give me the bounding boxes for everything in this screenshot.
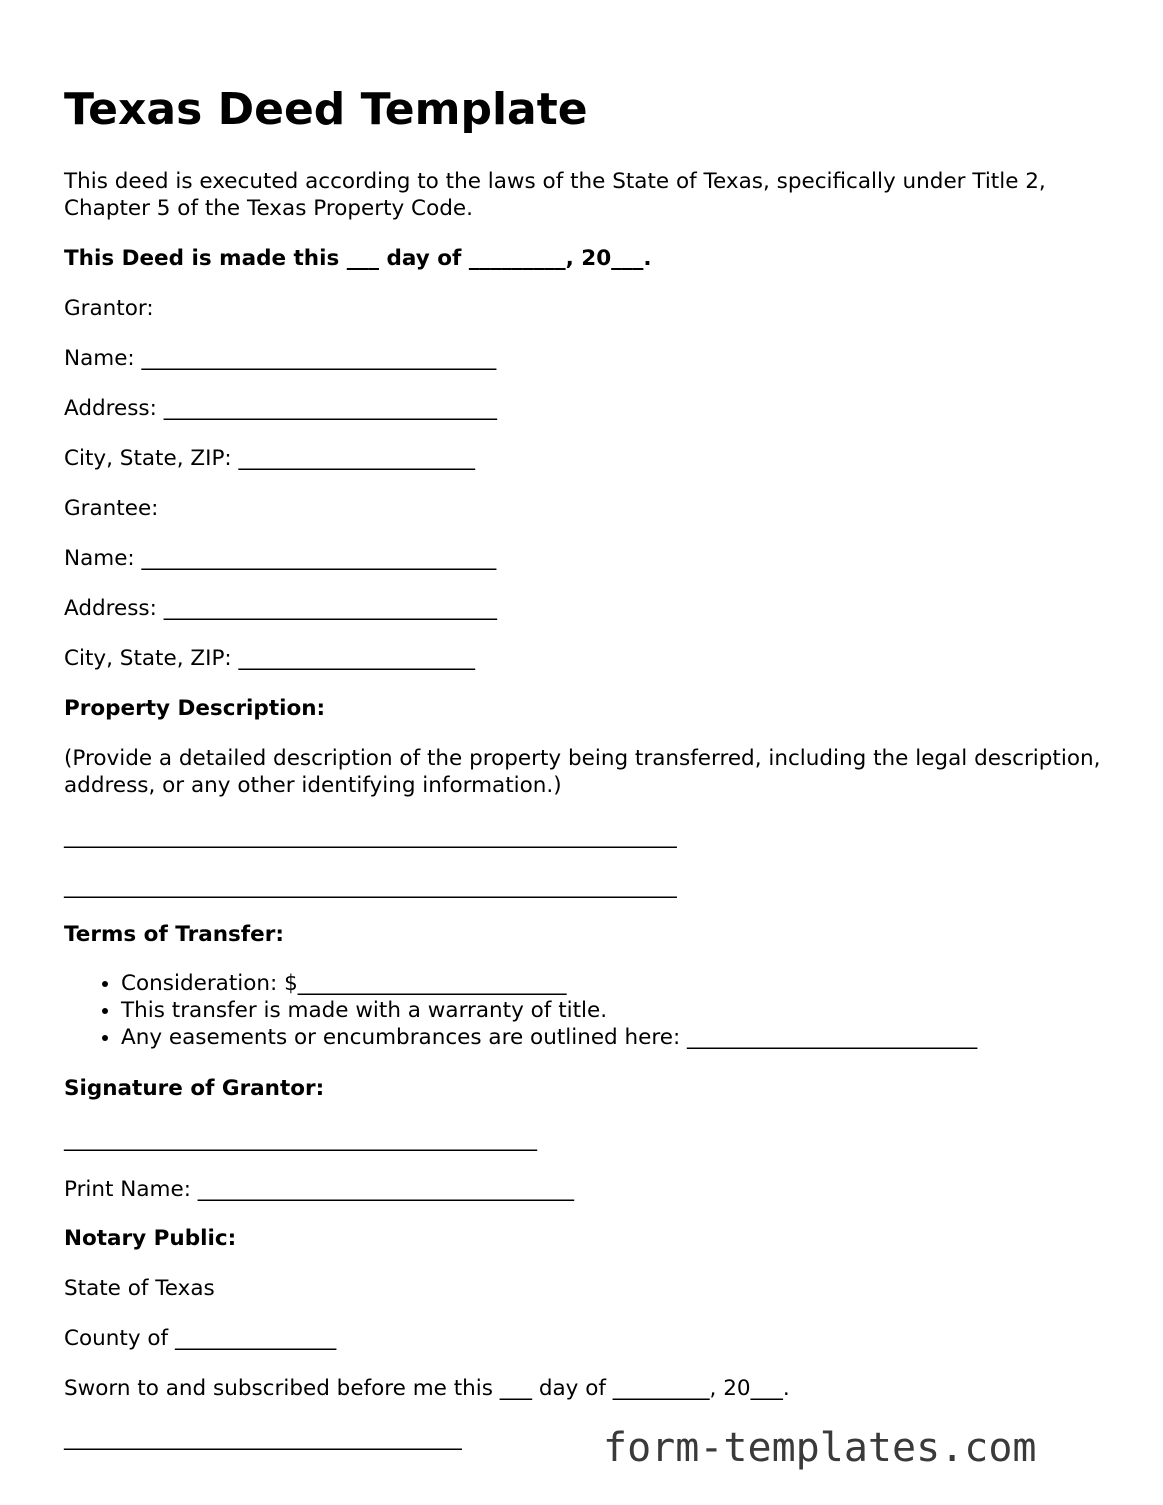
terms-heading: Terms of Transfer: xyxy=(64,922,284,947)
notary-state: State of Texas xyxy=(64,1276,215,1301)
grantee-name-field[interactable]: Name: _________________________________ xyxy=(64,546,497,571)
deed-date-line: This Deed is made this ___ day of _________, 20___. xyxy=(64,246,652,271)
terms-warranty-item: • This transfer is made with a warranty of title. xyxy=(121,997,977,1024)
signature-line[interactable]: ____________________________________________ xyxy=(64,1127,537,1152)
grantee-heading: Grantee: xyxy=(64,496,159,521)
property-blank-line-1[interactable]: _________________________________________________________ xyxy=(64,824,677,849)
grantor-city-field[interactable]: City, State, ZIP: ______________________ xyxy=(64,446,475,471)
notary-heading: Notary Public: xyxy=(64,1226,237,1251)
grantee-address-field[interactable]: Address: _______________________________ xyxy=(64,596,497,621)
notary-signature-line[interactable]: _____________________________________ xyxy=(64,1426,462,1451)
grantor-name-field[interactable]: Name: _________________________________ xyxy=(64,346,497,371)
grantor-heading: Grantor: xyxy=(64,296,154,321)
terms-list xyxy=(64,970,977,1051)
terms-consideration-item[interactable]: • Consideration: $_________________________ xyxy=(121,970,977,997)
property-instructions: (Provide a detailed description of the property being transferred, including the legal description, address, or any other identifying information.) xyxy=(64,746,1101,798)
print-name-field[interactable]: Print Name: ___________________________________ xyxy=(64,1177,575,1202)
terms-easements-item[interactable]: • Any easements or encumbrances are outlined here: ___________________________ xyxy=(121,1024,977,1051)
page-title: Texas Deed Template xyxy=(64,84,588,135)
grantee-city-field[interactable]: City, State, ZIP: ______________________ xyxy=(64,646,475,671)
property-heading: Property Description: xyxy=(64,696,326,721)
notary-sworn-line[interactable]: Sworn to and subscribed before me this ___ day of _________, 20___. xyxy=(64,1376,790,1401)
intro-paragraph: This deed is executed according to the laws of the State of Texas, specifically under Title 2, Chapter 5 of the Texas Property Code. xyxy=(64,169,1046,221)
grantor-address-field[interactable]: Address: _______________________________ xyxy=(64,396,497,421)
signature-heading: Signature of Grantor: xyxy=(64,1076,325,1101)
property-blank-line-2[interactable]: _________________________________________________________ xyxy=(64,874,677,899)
notary-county-field[interactable]: County of _______________ xyxy=(64,1326,337,1351)
watermark-text: form-templates.com xyxy=(603,1425,1037,1471)
